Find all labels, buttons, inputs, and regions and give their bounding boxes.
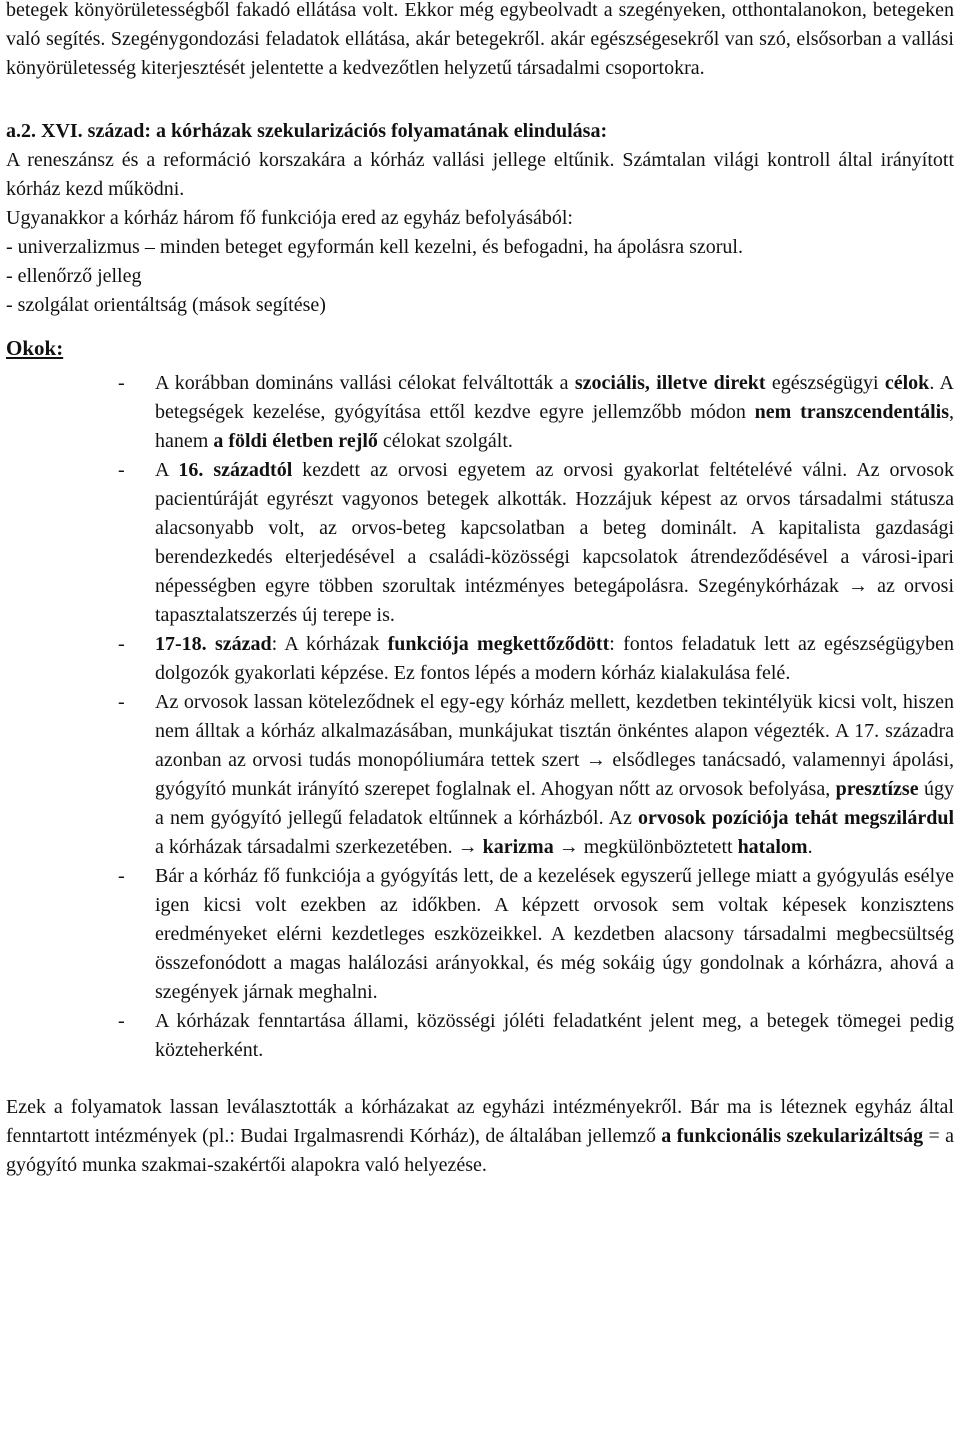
list-dash: - xyxy=(118,865,125,887)
reason-2-text-a: A xyxy=(155,459,179,481)
reason-4-text-e: . xyxy=(807,836,813,858)
list-dash: - xyxy=(118,633,125,655)
reason-1-text-c: . A betegségek kezelése, gyógyítása ettől kezdve egyre jellemzőbb módon xyxy=(155,372,955,423)
reason-4-bold-b: orvosok pozíciója tehát megszilárdul xyxy=(637,807,954,829)
list-dash: - xyxy=(118,459,125,481)
reason-4-bold-c: karizma xyxy=(482,836,554,858)
reason-6-text: A kórházak fenntartása állami, közösségi jóléti feladatként jelent meg, a betegek tömegei pedig közteherként. xyxy=(155,1010,954,1061)
reason-2-text-b: kezdett az orvosi egyetem az orvosi gyakorlat feltételévé válni. Az orvosok pacientúráját egyrészt vagyonos betegek alkották. Hozzájuk képest az orvos társadalmi státusza alacsonyabb volt, az orvos-beteg kapcsolatban a beteg dominált. A kapitalista gazdasági berendezkedés elterjedésével a családi-közösségi kapcsolatok átrendeződésével a városi-ipari népességben egyre többen szorultak intézményes betegápolásra. Szegénykórházak → az orvosi tapasztalatszerzés új terepe is. xyxy=(155,459,954,626)
reason-3-bold-a: 17-18. század xyxy=(155,633,272,655)
reason-item-2 xyxy=(6,456,954,630)
reason-4-bold-a: presztízse xyxy=(835,778,919,800)
reasons-list xyxy=(6,369,954,1065)
reason-4-text-b: úgy a nem gyógyító jellegű feladatok eltűnnek a kórházból. Az xyxy=(155,778,955,829)
reason-1-text-e: célokat szolgált. xyxy=(377,430,513,452)
reason-1-text-a: A korábban domináns vallási célokat felváltották a xyxy=(155,372,575,394)
reason-1-text-d: , hanem xyxy=(155,401,954,452)
list-dash: - xyxy=(118,1010,125,1032)
section-paragraph-2: Ugyanakkor a kórház három fő funkciója ered az egyház befolyásából: xyxy=(6,207,573,229)
function-item-3: - szolgálat orientáltság (mások segítése) xyxy=(6,294,326,316)
reason-1-bold-c: nem transzcendentális xyxy=(754,401,949,423)
closing-text-a: Ezek a folyamatok lassan leválasztották a kórházakat az egyházi intézményekről. Bár ma is léteznek egyház által fenntartott intézmények (pl.: Budai Irgalmasrendi Kórház), de általában jellemző xyxy=(6,1096,954,1147)
reason-3-text-b: : fontos feladatuk lett az egészségügyben dolgozók gyakorlati képzése. Ez fontos lépés a modern kórház kialakulása felé. xyxy=(155,633,954,684)
reason-4-text-c: a kórházak társadalmi szerkezetében. → xyxy=(155,836,483,858)
reason-1-bold-a: szociális, illetve direkt xyxy=(574,372,766,394)
reason-4-bold-d: hatalom xyxy=(737,836,808,858)
intro-paragraph: betegek könyörületességből fakadó ellátása volt. Ekkor még egybeolvadt a szegényeken, otthontalanokon, betegeken való segítés. Szegénygondozási feladatok ellátása, akár betegekről. akár egészségesekről van szó, elsősorban a vallási könyörületesség kiterjesztését jelentette a kedvezőtlen helyzetű társadalmi csoportokra. xyxy=(6,0,954,79)
section-heading-text: a.2. XVI. század: a kórházak szekularizációs folyamatának elindulása: xyxy=(6,120,608,142)
okok-title: Okok: xyxy=(6,336,64,360)
reason-item-1 xyxy=(6,369,954,456)
reason-4-text-a: Az orvosok lassan köteleződnek el egy-egy kórház mellett, kezdetben tekintélyük kicsi volt, hiszen nem álltak a kórház alkalmazásában, munkájukat tisztán önkéntes alapon végezték. A 17. századra azonban az orvosi tudás monopóliumára tettek szert → elsődleges tanácsadó, valamennyi ápolási, gyógyító munkát irányító szerepet foglalnak el. Ahogyan nőtt az orvosok befolyása, xyxy=(155,691,954,800)
reason-5-text: Bár a kórház fő funkciója a gyógyítás lett, de a kezelések egyszerű jellege miatt a gyógyulás esélye igen kicsi volt ezekben az időkben. A képzett orvosok sem voltak képesek konzisztens eredményeket elérni kezdetleges eszközeikkel. A kezdetben alacsony társadalmi megbecsültség összefonódott a magas halálozási arányokkal, és még sokáig úgy gondolnak a kórházra, ahová a szegények járnak meghalni. xyxy=(155,865,954,1003)
reason-item-4 xyxy=(6,688,954,862)
function-item-2: - ellenőrző jelleg xyxy=(6,265,142,287)
section-heading xyxy=(6,117,954,146)
reason-3-bold-b: funkciója megkettőződött xyxy=(387,633,610,655)
reason-item-6 xyxy=(6,1007,954,1065)
function-item-1: - univerzalizmus – minden beteget egyformán kell kezelni, és befogadni, ha ápolásra szorul. xyxy=(6,236,743,258)
reason-2-bold-a: 16. századtól xyxy=(178,459,293,481)
reason-4-text-d: → megkülönböztetett xyxy=(553,836,738,858)
list-dash: - xyxy=(118,372,125,394)
reason-1-bold-b: célok xyxy=(884,372,930,394)
section-paragraph-1: A reneszánsz és a reformáció korszakára a kórház vallási jellege eltűnik. Számtalan világi kontroll által irányított kórház kezd működni. xyxy=(6,149,954,200)
reason-3-text-a: : A kórházak xyxy=(271,633,388,655)
closing-bold: a funkcionális szekularizáltság xyxy=(661,1125,924,1147)
document-page xyxy=(6,0,954,1180)
reason-1-bold-d: a földi életben rejlő xyxy=(213,430,378,452)
reason-item-5 xyxy=(6,862,954,1007)
reason-item-3 xyxy=(6,630,954,688)
closing-text-b: = a gyógyító munka szakmai-szakértői alapokra való helyezése. xyxy=(6,1125,954,1176)
reason-1-text-b: egészségügyi xyxy=(765,372,885,394)
closing-paragraph xyxy=(6,1093,954,1180)
list-dash: - xyxy=(118,691,125,713)
